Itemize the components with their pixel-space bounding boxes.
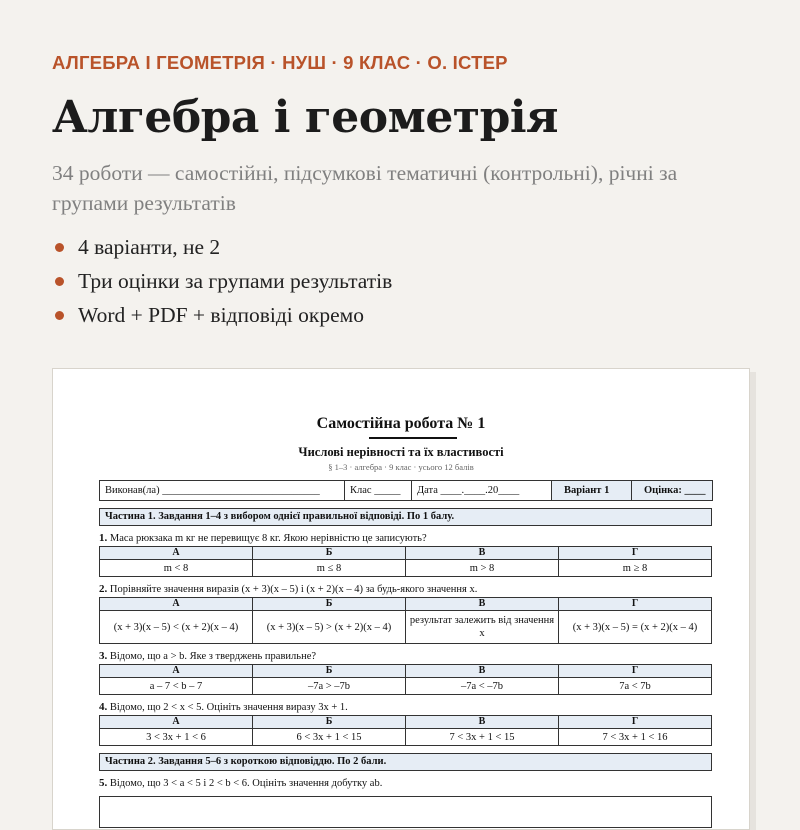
feature-label: 4 варіанти, не 2 bbox=[78, 235, 221, 259]
bullet-dot-icon bbox=[55, 243, 64, 252]
answer-box bbox=[99, 796, 712, 828]
feature-label: Три оцінки за групами результатів bbox=[78, 269, 393, 293]
feature-list bbox=[52, 230, 392, 332]
feature-item bbox=[52, 298, 392, 332]
answer-option: результат залежить від значення x bbox=[406, 611, 559, 644]
question-5 bbox=[99, 775, 712, 791]
class-field: Клас _____ bbox=[345, 481, 412, 501]
answer-table-2 bbox=[99, 597, 712, 644]
answer-table-1 bbox=[99, 546, 712, 577]
answer-option: 6 < 3x + 1 < 15 bbox=[253, 729, 406, 746]
option-letter: Б bbox=[253, 665, 406, 678]
question-text: Відомо, що 3 < a < 5 і 2 < b < 6. Оцініть значення добутку ab. bbox=[109, 778, 383, 789]
feature-label: Word + PDF + відповіді окремо bbox=[78, 303, 364, 327]
option-letter: Г bbox=[559, 665, 712, 678]
grade-field: Оцінка: ____ bbox=[632, 481, 713, 501]
answer-option: 7 < 3x + 1 < 16 bbox=[559, 729, 712, 746]
question-number: 3. bbox=[99, 650, 108, 662]
option-letter: В bbox=[406, 598, 559, 611]
feature-item bbox=[52, 264, 392, 298]
question-number: 2. bbox=[99, 583, 108, 595]
question-number: 4. bbox=[99, 701, 108, 713]
option-letter: А bbox=[100, 716, 253, 729]
option-letter: В bbox=[406, 716, 559, 729]
page-subtitle: 34 роботи — самостійні, підсумкові тематичні (контрольні), річні за групами результатів bbox=[52, 161, 678, 215]
answer-option: 3 < 3x + 1 < 6 bbox=[100, 729, 253, 746]
question-text: Маса рюкзака m кг не перевищує 8 кг. Якою нерівністю це записують? bbox=[109, 533, 427, 544]
question-text: Відомо, що a > b. Яке з тверджень правильне? bbox=[109, 651, 317, 662]
question-3 bbox=[99, 648, 712, 664]
answer-option: 7 < 3x + 1 < 15 bbox=[406, 729, 559, 746]
option-letter: Г bbox=[559, 547, 712, 560]
question-1 bbox=[99, 530, 712, 546]
answer-option: m ≥ 8 bbox=[559, 560, 712, 577]
page-kicker: АЛГЕБРА І ГЕОМЕТРІЯ · НУШ · 9 КЛАС · О. ІСТЕР bbox=[52, 52, 508, 73]
worksheet-meta: § 1–3 · алгебра · 9 клас · усього 12 балів bbox=[328, 462, 474, 472]
option-letter: А bbox=[100, 665, 253, 678]
answer-option: (x + 3)(x – 5) < (x + 2)(x – 4) bbox=[100, 611, 253, 644]
option-letter: А bbox=[100, 547, 253, 560]
answer-option: m < 8 bbox=[100, 560, 253, 577]
answer-option: m ≤ 8 bbox=[253, 560, 406, 577]
part1-heading: Частина 1. Завдання 1–4 з вибором однієї правильної відповіді. По 1 балу. bbox=[99, 508, 712, 526]
question-text: Відомо, що 2 < x < 5. Оцініть значення виразу 3x + 1. bbox=[109, 702, 348, 713]
answer-option: (x + 3)(x – 5) > (x + 2)(x – 4) bbox=[253, 611, 406, 644]
bullet-dot-icon bbox=[55, 277, 64, 286]
student-info-table bbox=[99, 480, 713, 501]
question-2 bbox=[99, 581, 712, 597]
answer-option: a – 7 < b – 7 bbox=[100, 678, 253, 695]
variant-label: Варіант 1 bbox=[552, 481, 632, 501]
answer-option: –7a > –7b bbox=[253, 678, 406, 695]
answer-option: (x + 3)(x – 5) = (x + 2)(x – 4) bbox=[559, 611, 712, 644]
question-4 bbox=[99, 699, 712, 715]
option-letter: В bbox=[406, 547, 559, 560]
question-text: Порівняйте значення виразів (x + 3)(x – 5) і (x + 2)(x – 4) за будь-якого значення x. bbox=[109, 584, 478, 595]
option-letter: В bbox=[406, 665, 559, 678]
worksheet-title: Самостійна робота № 1 bbox=[316, 415, 486, 432]
date-field: Дата ____.____.20____ bbox=[412, 481, 552, 501]
question-number: 1. bbox=[99, 532, 108, 544]
worksheet-subtitle: Числові нерівності та їх властивості bbox=[298, 445, 504, 459]
answer-table-4 bbox=[99, 715, 712, 746]
name-field: Виконав(ла) ______________________________ bbox=[100, 481, 345, 501]
answer-table-3 bbox=[99, 664, 712, 695]
question-number: 5. bbox=[99, 777, 108, 789]
page-title: Алгебра і геометрія bbox=[52, 92, 559, 143]
answer-option: –7a < –7b bbox=[406, 678, 559, 695]
feature-item bbox=[52, 230, 392, 264]
title-underline bbox=[369, 437, 457, 439]
answer-option: m > 8 bbox=[406, 560, 559, 577]
part2-heading: Частина 2. Завдання 5–6 з короткою відповіддю. По 2 бали. bbox=[99, 753, 712, 771]
option-letter: Б bbox=[253, 547, 406, 560]
option-letter: Г bbox=[559, 716, 712, 729]
worksheet-preview bbox=[52, 368, 750, 830]
answer-option: 7a < 7b bbox=[559, 678, 712, 695]
option-letter: Б bbox=[253, 716, 406, 729]
option-letter: Г bbox=[559, 598, 712, 611]
option-letter: А bbox=[100, 598, 253, 611]
worksheet-body bbox=[99, 480, 712, 828]
option-letter: Б bbox=[253, 598, 406, 611]
bullet-dot-icon bbox=[55, 311, 64, 320]
